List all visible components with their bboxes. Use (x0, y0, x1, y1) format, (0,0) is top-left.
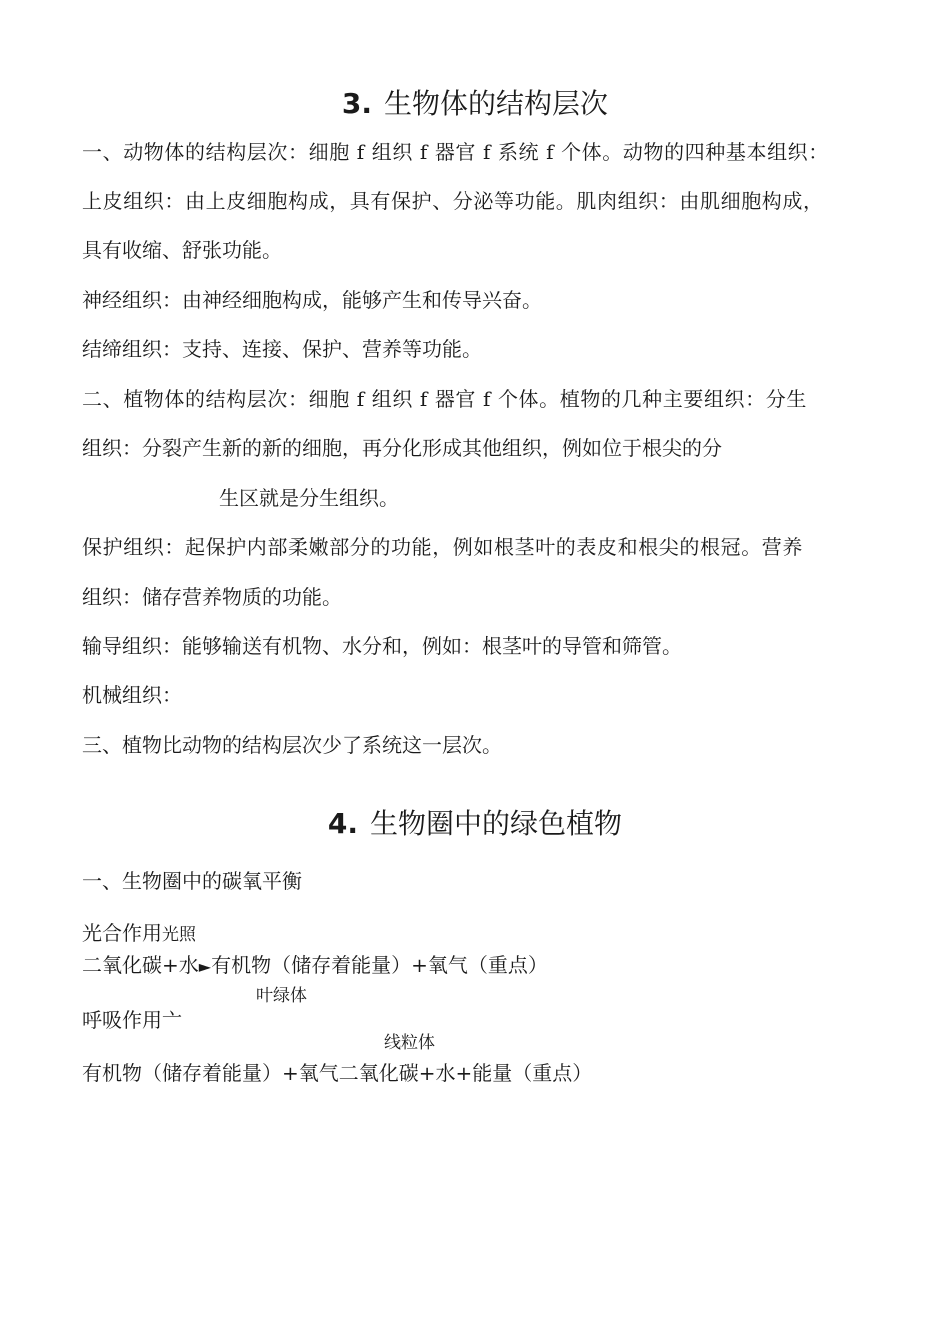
photosynthesis-label: 光合作用 (82, 921, 162, 945)
paragraph-line: 输导组织：能够输送有机物、水分和，例如：根茎叶的导管和筛管。 (82, 634, 682, 658)
photosynthesis-equation (82, 952, 548, 980)
respiration-mark: 亠 (162, 1008, 182, 1032)
photosynthesis-reactants: 二氧化碳+水 (82, 953, 199, 977)
paragraph-line: 组织：分裂产生新的新的细胞，再分化形成其他组织，例如位于根尖的分 (82, 436, 722, 460)
section-4-heading (0, 806, 950, 842)
section-3-heading (0, 86, 950, 122)
reaction-arrow-icon: ► (198, 957, 212, 976)
section-4-title: 生物圈中的绿色植物 (370, 807, 623, 840)
respiration-site: 线粒体 (384, 1033, 435, 1053)
paragraph-line: 一、动物体的结构层次：细胞 f 组织 f 器官 f 系统 f 个体。动物的四种基本组织： (82, 140, 829, 164)
paragraph-line: 三、植物比动物的结构层次少了系统这一层次。 (82, 733, 502, 757)
paragraph-line: 结缔组织：支持、连接、保护、营养等功能。 (82, 337, 482, 361)
section-4-number: 4. (327, 807, 359, 840)
paragraph-line: 二、植物体的结构层次：细胞 f 组织 f 器官 f 个体。植物的几种主要组织：分生 (82, 387, 807, 411)
paragraph-line-indented: 生区就是分生组织。 (219, 486, 399, 510)
paragraph-line: 保护组织：起保护内部柔嫩部分的功能，例如根茎叶的表皮和根尖的根冠。营养 (82, 535, 803, 559)
paragraph-line: 机械组织： (82, 683, 182, 707)
respiration-equation: 有机物（储存着能量）+氧气二氧化碳+水+能量（重点） (82, 1061, 593, 1085)
paragraph-line: 上皮组织：由上皮细胞构成，具有保护、分泌等功能。肌肉组织：由肌细胞构成， (82, 189, 824, 213)
photosynthesis-condition: 光照 (162, 925, 196, 945)
section-3-number: 3. (341, 87, 373, 120)
paragraph-line: 具有收缩、舒张功能。 (82, 238, 282, 262)
section-3-title: 生物体的结构层次 (384, 87, 609, 120)
photosynthesis-products: 有机物（储存着能量）+氧气（重点） (211, 953, 548, 977)
photosynthesis-label-line (82, 920, 196, 948)
respiration-label: 呼吸作用 (82, 1008, 162, 1032)
section-4-subhead: 一、生物圈中的碳氧平衡 (82, 869, 302, 893)
paragraph-line: 神经组织：由神经细胞构成，能够产生和传导兴奋。 (82, 288, 542, 312)
paragraph-line: 组织：储存营养物质的功能。 (82, 585, 342, 609)
respiration-label-line (82, 1007, 182, 1033)
photosynthesis-site: 叶绿体 (256, 986, 307, 1006)
